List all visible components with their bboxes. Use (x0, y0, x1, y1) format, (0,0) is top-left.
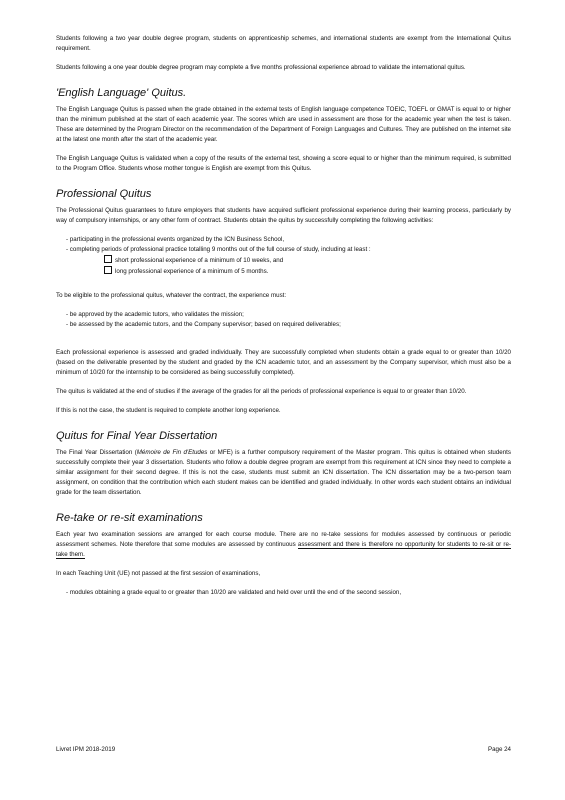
english-quitus-heading: 'English Language' Quitus. (56, 87, 187, 99)
list-item: - be assessed by the academic tutors, and the Company supervisor; based on required deliverables; (66, 321, 341, 328)
dissertation-paragraph (56, 448, 511, 498)
list-item: - modules obtaining a grade equal to or greater than 10/20 are validated and held over until the end of the second session, (66, 589, 402, 596)
sub-list-item (56, 255, 511, 266)
checkbox-icon (104, 266, 112, 274)
sub-list-item-label: short professional experience of a minimum of 10 weeks, and (115, 257, 284, 264)
sub-list-item-label: long professional experience of a minimum of 5 months. (115, 268, 269, 275)
retake-paragraph-1 (56, 530, 511, 560)
eligibility-list (56, 310, 511, 330)
retake-list (56, 588, 511, 598)
professional-activities-list (56, 235, 511, 277)
intro-paragraph-2: Students following a one year double degree program may complete a five months professional experience abroad to validate the international quitus. (56, 64, 466, 71)
list-item: - completing periods of professional practice totalling 9 months out of the full course of study, including at least : (66, 246, 371, 253)
professional-paragraph-4: The quitus is validated at the end of studies if the average of the grades for all the periods of professional experience is equal to or greater than 10/20. (56, 388, 467, 395)
footer-page-number: Page 24 (487, 746, 511, 753)
list-item: - participating in the professional events organized by the ICN Business School, (66, 236, 285, 243)
page-footer (56, 745, 511, 757)
professional-paragraph-5: If this is not the case, the student is required to complete another long experience. (56, 407, 281, 414)
sub-list-item (56, 266, 511, 277)
professional-paragraph-2: To be eligible to the professional quitus, whatever the contract, the experience must: (56, 292, 287, 299)
dissertation-french-title: Mémoire de Fin d'Etudes (136, 449, 208, 456)
dissertation-quitus-heading: Quitus for Final Year Dissertation (56, 430, 218, 442)
retake-text-start: Each year two examination sessions are arranged for each course module. There are no re-take sessions for modules assessed by continuous or periodic assessment schemes. Note therefore that some modules are assessed by continuous (56, 531, 511, 548)
english-paragraph-2: The English Language Quitus is validated when a copy of the results of the external test, showing a score equal to or higher than the minimum required, is submitted to the Program Office. Students whose mother tongue is English are exempt from this Quitus. (56, 155, 511, 172)
footer-document-title: Livret IPM 2018-2019 (56, 746, 116, 753)
professional-quitus-heading: Professional Quitus (56, 188, 152, 200)
list-item: - be approved by the academic tutors, who validates the mission; (66, 311, 244, 318)
dissertation-text-rest: or MFE) is a further compulsory requirement of the Master program. This quitus is obtained when students successfully complete their year 3 dissertation. Students who follow a double degree program are exempt from this requirement at ICN since they need to complete a similar assignment for their second degree. If this is not the case, students must submit an ICN dissertation. The ICN dissertation may be a two-person team assignment, on condition that the contribution which each student makes can be identified and graded individually. In other words each student obtains an individual grade for the team dissertation. (56, 449, 511, 496)
retake-underlined-text: assessment and there is therefore no opportunity for students to re-sit or re-take them. (56, 541, 511, 558)
retake-heading: Re-take or re-sit examinations (56, 512, 203, 524)
intro-paragraph-1: Students following a two year double degree program, students on apprenticeship schemes, and international students are exempt from the International Quitus requirement. (56, 35, 511, 52)
professional-paragraph-1: The Professional Quitus guarantees to future employers that students have acquired sufficient professional experience during their learning process, particularly by way of compulsory internships, or any other form of contract. Students obtain the quitus by successfully completing the following activities: (56, 207, 511, 224)
english-paragraph-1: The English Language Quitus is passed when the grade obtained in the external tests of English language competence TOEIC, TOEFL or GMAT is equal to or higher than the minimum published at the start of each academic year. The scores which are used in assessment are those for the academic year when the test is taken. These are determined by the Program Director on the recommendation of the Department of Foreign Languages and Cultures. They are published on the internet site at the latest one month after the start of the academic year. (56, 106, 511, 143)
checkbox-icon (104, 255, 112, 263)
dissertation-text-start: The Final Year Dissertation ( (56, 449, 137, 456)
retake-paragraph-2: In each Teaching Unit (UE) not passed at the first session of examinations, (56, 570, 261, 577)
page-content (56, 34, 511, 607)
professional-paragraph-3: Each professional experience is assessed and graded individually. They are successfully completed when students obtain a grade equal to or greater than 10/20 (based on the deliverable presented by the student and graded by the ICN academic tutor, and an assessment by the Company supervisor, which must also be a minimum of 10/20 for the internship to be considered as being successfully completed). (56, 349, 511, 376)
